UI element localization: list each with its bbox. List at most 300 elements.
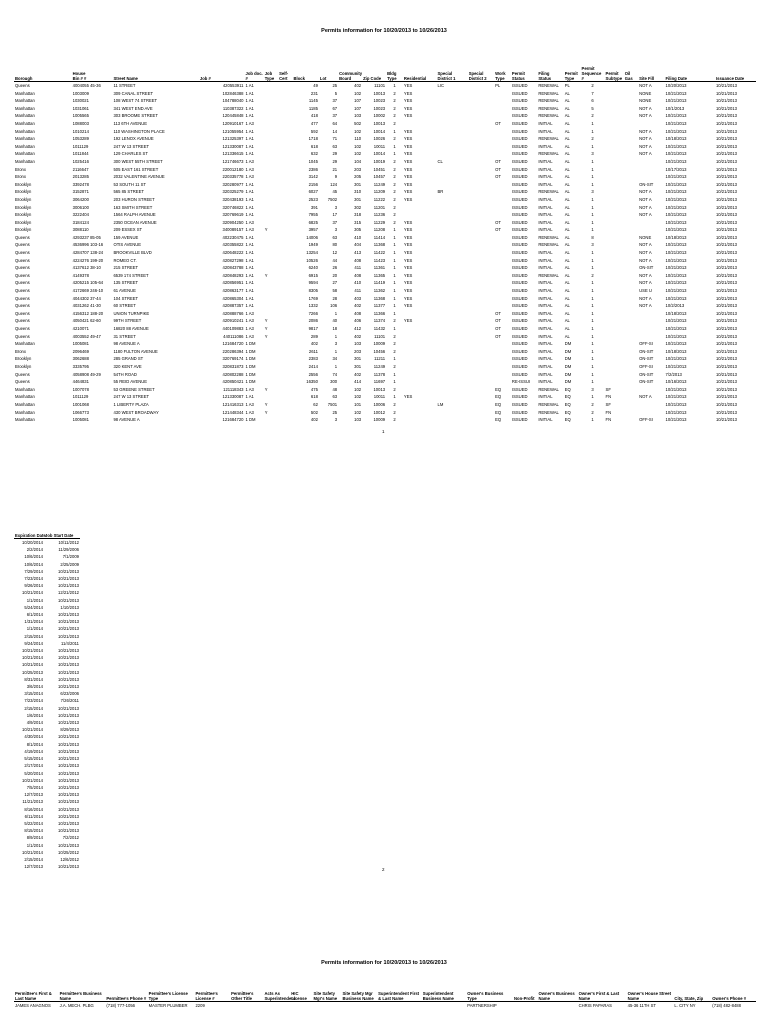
table-row bbox=[14, 813, 80, 820]
table-cell: MASTER PLUMBER bbox=[148, 1003, 188, 1008]
table-cell: AL bbox=[564, 303, 570, 309]
table-cell: 2 bbox=[393, 401, 396, 407]
column-header: Owner's First & Last Name bbox=[578, 991, 627, 1002]
table-cell bbox=[494, 264, 511, 272]
table-cell bbox=[605, 348, 624, 356]
table-cell: 7 bbox=[591, 90, 594, 96]
table-cell: 110 bbox=[354, 136, 362, 142]
table-cell: AL bbox=[564, 98, 570, 104]
table-cell: 10/21/2013 bbox=[58, 568, 79, 574]
table-cell: 10/21/2013 bbox=[665, 204, 687, 210]
table-cell: 10/21/2013 bbox=[665, 401, 687, 407]
table-cell: 10/21/2013 bbox=[58, 712, 79, 718]
table-cell: 618 bbox=[310, 394, 318, 400]
table-cell: 3957 bbox=[308, 227, 318, 233]
table-cell bbox=[468, 234, 494, 242]
table-cell: 1 bbox=[393, 379, 396, 385]
table-cell bbox=[638, 317, 664, 325]
table-cell bbox=[278, 219, 292, 227]
table-row bbox=[14, 755, 80, 762]
table-cell: 55 REID AVENUE bbox=[113, 379, 148, 385]
table-cell: ISSUED bbox=[511, 90, 528, 96]
table-cell: 9 bbox=[334, 174, 338, 180]
column-header: Street Name bbox=[112, 66, 198, 82]
table-row bbox=[14, 204, 756, 212]
table-cell: 1180 FULTON AVENUE bbox=[113, 348, 158, 354]
table-cell bbox=[638, 226, 664, 234]
table-cell bbox=[468, 219, 494, 227]
table-row bbox=[14, 669, 80, 676]
table-cell: 9594 bbox=[308, 280, 318, 286]
table-cell: Y bbox=[264, 326, 268, 331]
table-cell: 120445848 bbox=[222, 113, 244, 119]
table-cell: 11208 bbox=[373, 227, 386, 233]
table-cell bbox=[437, 333, 468, 341]
table-cell: Queens bbox=[15, 242, 30, 248]
table-cell bbox=[403, 371, 437, 379]
table-cell: 4205215 105-64 bbox=[72, 280, 104, 286]
table-cell: 4293237 85-05 bbox=[72, 234, 101, 240]
table-cell: 2 bbox=[393, 120, 396, 126]
table-cell: YES bbox=[403, 219, 413, 225]
table-cell: 1 DM bbox=[245, 371, 256, 377]
table-cell: 2523 bbox=[308, 196, 318, 202]
table-cell: 10002 bbox=[373, 113, 386, 119]
table-cell: 1 bbox=[393, 272, 396, 278]
table-cell: 99TH STREET bbox=[113, 318, 142, 324]
table-cell bbox=[605, 295, 624, 303]
table-cell: 2 bbox=[393, 158, 396, 164]
table-cell: YES bbox=[403, 196, 413, 202]
table-cell: 420887357 bbox=[222, 303, 244, 309]
table-cell bbox=[278, 97, 292, 105]
table-cell: 408 bbox=[354, 272, 362, 278]
table-cell: 11361 bbox=[373, 265, 386, 271]
table-cell bbox=[605, 241, 624, 249]
table-row bbox=[14, 219, 756, 227]
table-cell: 10/21/2013 bbox=[715, 272, 737, 278]
table-cell: 10/21/2013 bbox=[665, 151, 687, 157]
table-cell: ISSUED bbox=[511, 417, 528, 423]
table-cell: 10/21/2013 bbox=[665, 113, 687, 119]
table-row bbox=[14, 196, 756, 204]
table-cell bbox=[264, 287, 278, 295]
column-header: Permit Subtype bbox=[605, 66, 624, 82]
table-cell: 6027 bbox=[308, 189, 318, 195]
table-cell: 247 W 13 STREET bbox=[113, 143, 150, 149]
table-cell: INITIAL bbox=[538, 417, 553, 423]
table-cell: 163 SMITH STREET bbox=[113, 204, 153, 210]
table-cell: 10/21/2013 bbox=[715, 128, 737, 134]
table-cell: 4058908 49-29 bbox=[72, 371, 101, 377]
table-cell: NOT A bbox=[639, 212, 652, 218]
table-cell bbox=[468, 325, 494, 333]
table-cell bbox=[468, 173, 494, 181]
table-cell bbox=[605, 204, 624, 212]
column-header: Expiration Date bbox=[15, 533, 46, 538]
table-cell: 231 bbox=[310, 90, 318, 96]
table-cell: ISSUED bbox=[511, 288, 528, 294]
table-cell bbox=[264, 371, 278, 379]
table-cell: ISSUED bbox=[511, 363, 528, 369]
table-cell: 10/21/2013 bbox=[58, 597, 79, 603]
table-cell: 1011129 bbox=[72, 394, 89, 400]
table-cell: 10/21/2013 bbox=[715, 295, 737, 301]
table-cell: AL bbox=[564, 90, 570, 96]
table-cell: 7955 bbox=[308, 212, 318, 218]
table-cell: YES bbox=[403, 174, 413, 180]
table-cell: 9/26/2014 bbox=[24, 583, 43, 589]
table-cell bbox=[264, 150, 278, 158]
table-cell: RENEWAL bbox=[538, 90, 559, 96]
table-cell bbox=[278, 317, 292, 325]
table-cell bbox=[468, 188, 494, 196]
table-cell bbox=[638, 120, 664, 128]
table-cell: Brooklyn bbox=[15, 363, 32, 369]
table-cell: ISSUED bbox=[511, 257, 528, 263]
table-cell: 10/21/2013 bbox=[715, 98, 737, 104]
table-cell: EQ bbox=[495, 386, 502, 392]
table-cell: 10/21/2014 bbox=[22, 590, 43, 596]
table-cell: 289 bbox=[310, 333, 318, 339]
table-cell: 320769619 bbox=[222, 212, 244, 218]
table-cell: 1564 RALPH AVENUE bbox=[113, 212, 156, 218]
table-cell: 10/21/2013 bbox=[58, 655, 79, 661]
table-cell: ISSUED bbox=[511, 158, 528, 164]
table-cell: 53 SOUTH 11 ST bbox=[113, 181, 146, 187]
table-cell: ISSUED bbox=[511, 265, 528, 271]
table-cell: INITIAL bbox=[538, 318, 553, 324]
column-header: Community Board bbox=[338, 66, 362, 82]
table-cell: 3 bbox=[591, 386, 594, 392]
table-cell: 4284707 138-24 bbox=[72, 250, 104, 256]
table-cell: 320831873 bbox=[222, 363, 244, 369]
table-cell: 10009 bbox=[373, 417, 386, 423]
table-cell: 62 bbox=[313, 401, 318, 407]
table-cell: 10/21/2014 bbox=[22, 777, 43, 783]
table-cell bbox=[278, 112, 292, 120]
table-cell: AL bbox=[564, 166, 570, 172]
table-cell: 21 bbox=[332, 166, 338, 172]
table-cell: 10/21/2013 bbox=[665, 212, 687, 218]
table-cell: OT bbox=[495, 318, 501, 324]
table-cell bbox=[624, 279, 638, 287]
column-header: Site Safety Mgr's Name bbox=[313, 991, 342, 1002]
table-cell: 1 DM bbox=[245, 356, 256, 362]
table-cell bbox=[437, 363, 468, 371]
column-header: Job Start Date bbox=[44, 533, 80, 539]
table-cell: 1 bbox=[591, 120, 594, 126]
table-cell: 10/21/2013 bbox=[58, 864, 79, 870]
table-cell bbox=[494, 234, 511, 242]
table-cell: 102 bbox=[354, 409, 362, 415]
table-row bbox=[14, 546, 80, 553]
table-cell: 1 bbox=[591, 333, 594, 339]
table-cell: 10/21/2013 bbox=[58, 684, 79, 690]
table-cell: 10/21/2013 bbox=[58, 612, 79, 618]
table-cell: 1 bbox=[591, 326, 594, 331]
table-cell: 2 bbox=[393, 348, 396, 354]
table-cell: 300 WEST 55TH STREET bbox=[113, 158, 163, 164]
table-cell: 121118343 bbox=[223, 386, 244, 392]
table-cell bbox=[468, 279, 494, 287]
table-cell: INITIAL bbox=[538, 204, 553, 210]
table-cell: RENEWAL bbox=[538, 105, 559, 111]
table-cell: 8/9/2014 bbox=[26, 835, 43, 841]
table-cell: 10/21/2013 bbox=[58, 842, 79, 848]
table-cell: NONE bbox=[639, 90, 652, 96]
table-cell: OT bbox=[495, 166, 501, 172]
table-cell: 2 bbox=[591, 272, 594, 278]
table-cell: 64 bbox=[332, 120, 338, 126]
table-cell: INITIAL bbox=[538, 303, 553, 309]
table-cell bbox=[278, 264, 292, 272]
table-cell bbox=[624, 416, 638, 424]
column-header: Self-Cert bbox=[278, 66, 292, 82]
table-cell: 124 bbox=[330, 181, 338, 187]
table-cell: 10013 bbox=[373, 90, 386, 96]
table-cell: INITIAL bbox=[538, 128, 553, 134]
table-cell: 10/21/2013 bbox=[715, 90, 737, 96]
table-cell: RENEWAL bbox=[538, 386, 559, 392]
table-cell: ISSUED bbox=[511, 181, 528, 187]
table-cell bbox=[437, 295, 468, 303]
table-cell bbox=[403, 325, 437, 333]
column-header: Permit Type bbox=[564, 66, 581, 82]
table-cell: 1 DM bbox=[245, 379, 256, 385]
table-cell bbox=[403, 386, 437, 394]
table-cell: 618 bbox=[310, 143, 318, 149]
table-cell: 104788040 bbox=[222, 98, 244, 104]
table-cell bbox=[624, 249, 638, 257]
table-cell: INITIAL bbox=[538, 174, 553, 180]
table-cell: 98 AVENUE A bbox=[113, 341, 140, 347]
table-cell: 4156312 188-20 bbox=[72, 310, 104, 316]
table-cell bbox=[437, 355, 468, 363]
table-cell: YES bbox=[403, 105, 413, 111]
table-cell: 10/21/2013 bbox=[665, 196, 687, 202]
column-header: Permittee's License # bbox=[194, 991, 230, 1002]
table-cell: ISSUED bbox=[511, 174, 528, 180]
table-cell: 25 bbox=[332, 409, 338, 415]
table-cell bbox=[377, 1002, 422, 1010]
table-row bbox=[14, 842, 80, 849]
table-cell bbox=[638, 219, 664, 227]
table-cell: Manhattan bbox=[15, 394, 35, 400]
table-cell: 2/15/2014 bbox=[24, 705, 43, 711]
table-cell: 1 bbox=[334, 348, 338, 354]
table-cell: ISSUED bbox=[511, 409, 528, 415]
table-cell: 1 A1 bbox=[245, 280, 254, 286]
table-cell: 430 WEST BROADWAY bbox=[113, 409, 159, 415]
table-cell: 121448344 bbox=[222, 409, 244, 415]
table-cell bbox=[264, 135, 278, 143]
table-cell bbox=[437, 143, 468, 151]
table-cell bbox=[313, 1002, 342, 1010]
table-cell: 2 bbox=[393, 363, 396, 369]
table-cell: 2556 bbox=[308, 371, 318, 377]
table-cell bbox=[278, 120, 292, 128]
table-cell: 25 bbox=[332, 83, 338, 88]
table-cell bbox=[605, 135, 624, 143]
table-cell: Y bbox=[264, 409, 268, 415]
table-cell: 10/21/2013 bbox=[665, 257, 687, 263]
table-cell: NONE bbox=[639, 98, 652, 104]
table-cell: 1 DM bbox=[245, 341, 256, 347]
table-cell: ISSUED bbox=[511, 151, 528, 157]
table-cell: 31 STREET bbox=[113, 333, 136, 339]
table-cell: EQ bbox=[495, 394, 502, 400]
table-cell: 1 bbox=[334, 333, 338, 339]
table-cell: 48 bbox=[332, 386, 338, 392]
table-row bbox=[14, 97, 756, 105]
table-cell bbox=[437, 249, 468, 257]
table-cell bbox=[264, 348, 278, 356]
table-cell: 2350 OCEAN AVENUE bbox=[113, 219, 157, 225]
table-cell: 310 bbox=[354, 189, 362, 195]
table-cell: 1 A1 bbox=[245, 234, 254, 240]
table-cell: INITIAL bbox=[538, 394, 553, 400]
table-cell: 11362 bbox=[373, 288, 386, 294]
table-cell bbox=[468, 226, 494, 234]
table-cell: Manhattan bbox=[15, 105, 35, 111]
table-cell: YES bbox=[403, 189, 413, 195]
table-cell: 2/17/2014 bbox=[24, 763, 43, 769]
table-cell: 340089157 bbox=[222, 227, 244, 233]
table-cell: 1 A1 bbox=[245, 143, 254, 149]
table-cell bbox=[264, 120, 278, 128]
table-cell bbox=[264, 340, 278, 348]
table-cell: 5 bbox=[591, 105, 594, 111]
table-cell: 10/21/2013 bbox=[715, 288, 737, 294]
table-cell: AL bbox=[564, 272, 570, 278]
table-cell: 3 bbox=[334, 417, 338, 423]
table-cell: 1 bbox=[591, 250, 594, 256]
table-cell: Y bbox=[264, 318, 268, 324]
table-cell bbox=[624, 333, 638, 341]
table-row bbox=[14, 611, 80, 618]
table-cell: 1/1/2014 bbox=[26, 842, 43, 848]
table-cell: 4/19/2014 bbox=[24, 748, 43, 754]
table-cell: INITIAL bbox=[538, 333, 553, 339]
table-cell bbox=[624, 135, 638, 143]
table-cell: RENEWAL bbox=[538, 234, 559, 240]
table-cell bbox=[605, 363, 624, 371]
table-cell: 1769 bbox=[308, 295, 318, 301]
table-cell: 420888766 bbox=[222, 310, 244, 316]
table-cell: Queens bbox=[15, 303, 30, 309]
table-cell: ON-SIT bbox=[639, 379, 654, 385]
table-cell bbox=[278, 257, 292, 265]
table-cell bbox=[624, 363, 638, 371]
table-cell: 11368 bbox=[373, 295, 386, 301]
table-cell: 10/17/2013 bbox=[665, 166, 687, 172]
table-cell: YES bbox=[403, 98, 413, 104]
table-cell: Brooklyn bbox=[15, 196, 32, 202]
table-cell bbox=[638, 310, 664, 318]
table-cell: YES bbox=[403, 158, 413, 164]
table-cell: 10/21/2014 bbox=[22, 655, 43, 661]
table-cell: 1 bbox=[591, 166, 594, 172]
table-cell bbox=[605, 90, 624, 98]
table-cell: DM bbox=[564, 341, 572, 347]
table-cell: 320746822 bbox=[222, 204, 244, 210]
table-cell: 26 bbox=[332, 265, 338, 271]
table-cell: NOT A bbox=[639, 257, 652, 263]
table-cell: AL bbox=[564, 196, 570, 202]
table-cell: NOT A bbox=[639, 196, 652, 202]
table-cell: ISSUED bbox=[511, 143, 528, 149]
table-cell bbox=[264, 158, 278, 166]
table-cell: YES bbox=[403, 181, 413, 187]
table-cell: 10/21/2013 bbox=[665, 90, 687, 96]
table-cell bbox=[264, 378, 278, 386]
table-cell: 7/2/2013 bbox=[665, 371, 682, 377]
table-cell: 2 bbox=[591, 113, 594, 119]
table-cell: 318 bbox=[354, 212, 362, 218]
table-cell: 412 bbox=[354, 326, 362, 331]
table-cell: AL bbox=[564, 128, 570, 134]
table-cell: Queens bbox=[15, 257, 30, 263]
table-cell: 6/23/2006 bbox=[60, 691, 79, 697]
table-cell bbox=[437, 211, 468, 219]
table-cell: 1 A1 bbox=[245, 295, 254, 301]
table-cell: 8 bbox=[591, 234, 594, 240]
table-cell bbox=[605, 112, 624, 120]
table-row bbox=[14, 640, 80, 647]
table-cell: 3184124 bbox=[72, 219, 89, 225]
table-cell: Queens bbox=[15, 272, 30, 278]
table-cell: AL bbox=[564, 181, 570, 187]
table-cell: 10/21/2013 bbox=[715, 417, 737, 423]
table-cell: 4464831 bbox=[72, 379, 89, 385]
table-cell: 1 bbox=[591, 341, 594, 347]
dates-table bbox=[14, 533, 80, 870]
table-cell: 205 bbox=[354, 174, 362, 180]
table-cell: YES bbox=[403, 113, 413, 119]
table-row bbox=[14, 158, 756, 166]
table-row bbox=[14, 378, 756, 386]
column-header: Oil Gas bbox=[624, 66, 638, 82]
table-cell: YES bbox=[403, 280, 413, 286]
table-row bbox=[14, 371, 756, 379]
table-cell: 121330087 bbox=[222, 394, 244, 400]
table-cell: 10/21/2013 bbox=[665, 120, 687, 126]
table-cell: 6 bbox=[591, 98, 594, 104]
table-cell: 8/29/2013 bbox=[60, 727, 79, 733]
table-cell bbox=[624, 173, 638, 181]
table-cell bbox=[278, 409, 292, 417]
table-cell: 1 A1 bbox=[245, 394, 254, 400]
column-header: Acts As Superintendent bbox=[264, 991, 296, 1001]
table-cell: 11368 bbox=[373, 242, 386, 248]
table-cell: 10/21/2013 bbox=[58, 756, 79, 762]
column-header: Zip Code bbox=[362, 66, 386, 82]
table-cell: 2 bbox=[393, 196, 396, 202]
table-cell: 1 bbox=[591, 280, 594, 286]
table-cell: 420802288 bbox=[222, 371, 244, 377]
table-cell: EQ bbox=[495, 401, 502, 407]
table-cell bbox=[264, 105, 278, 113]
table-row bbox=[14, 798, 80, 805]
table-cell: 2383 bbox=[308, 356, 318, 362]
table-cell bbox=[624, 371, 638, 379]
table-cell: 107 bbox=[354, 98, 362, 104]
table-cell: 20 bbox=[332, 272, 338, 278]
table-cell: 1 A3 bbox=[245, 174, 254, 180]
table-cell: 215 STREET bbox=[113, 265, 139, 271]
table-cell bbox=[624, 105, 638, 113]
